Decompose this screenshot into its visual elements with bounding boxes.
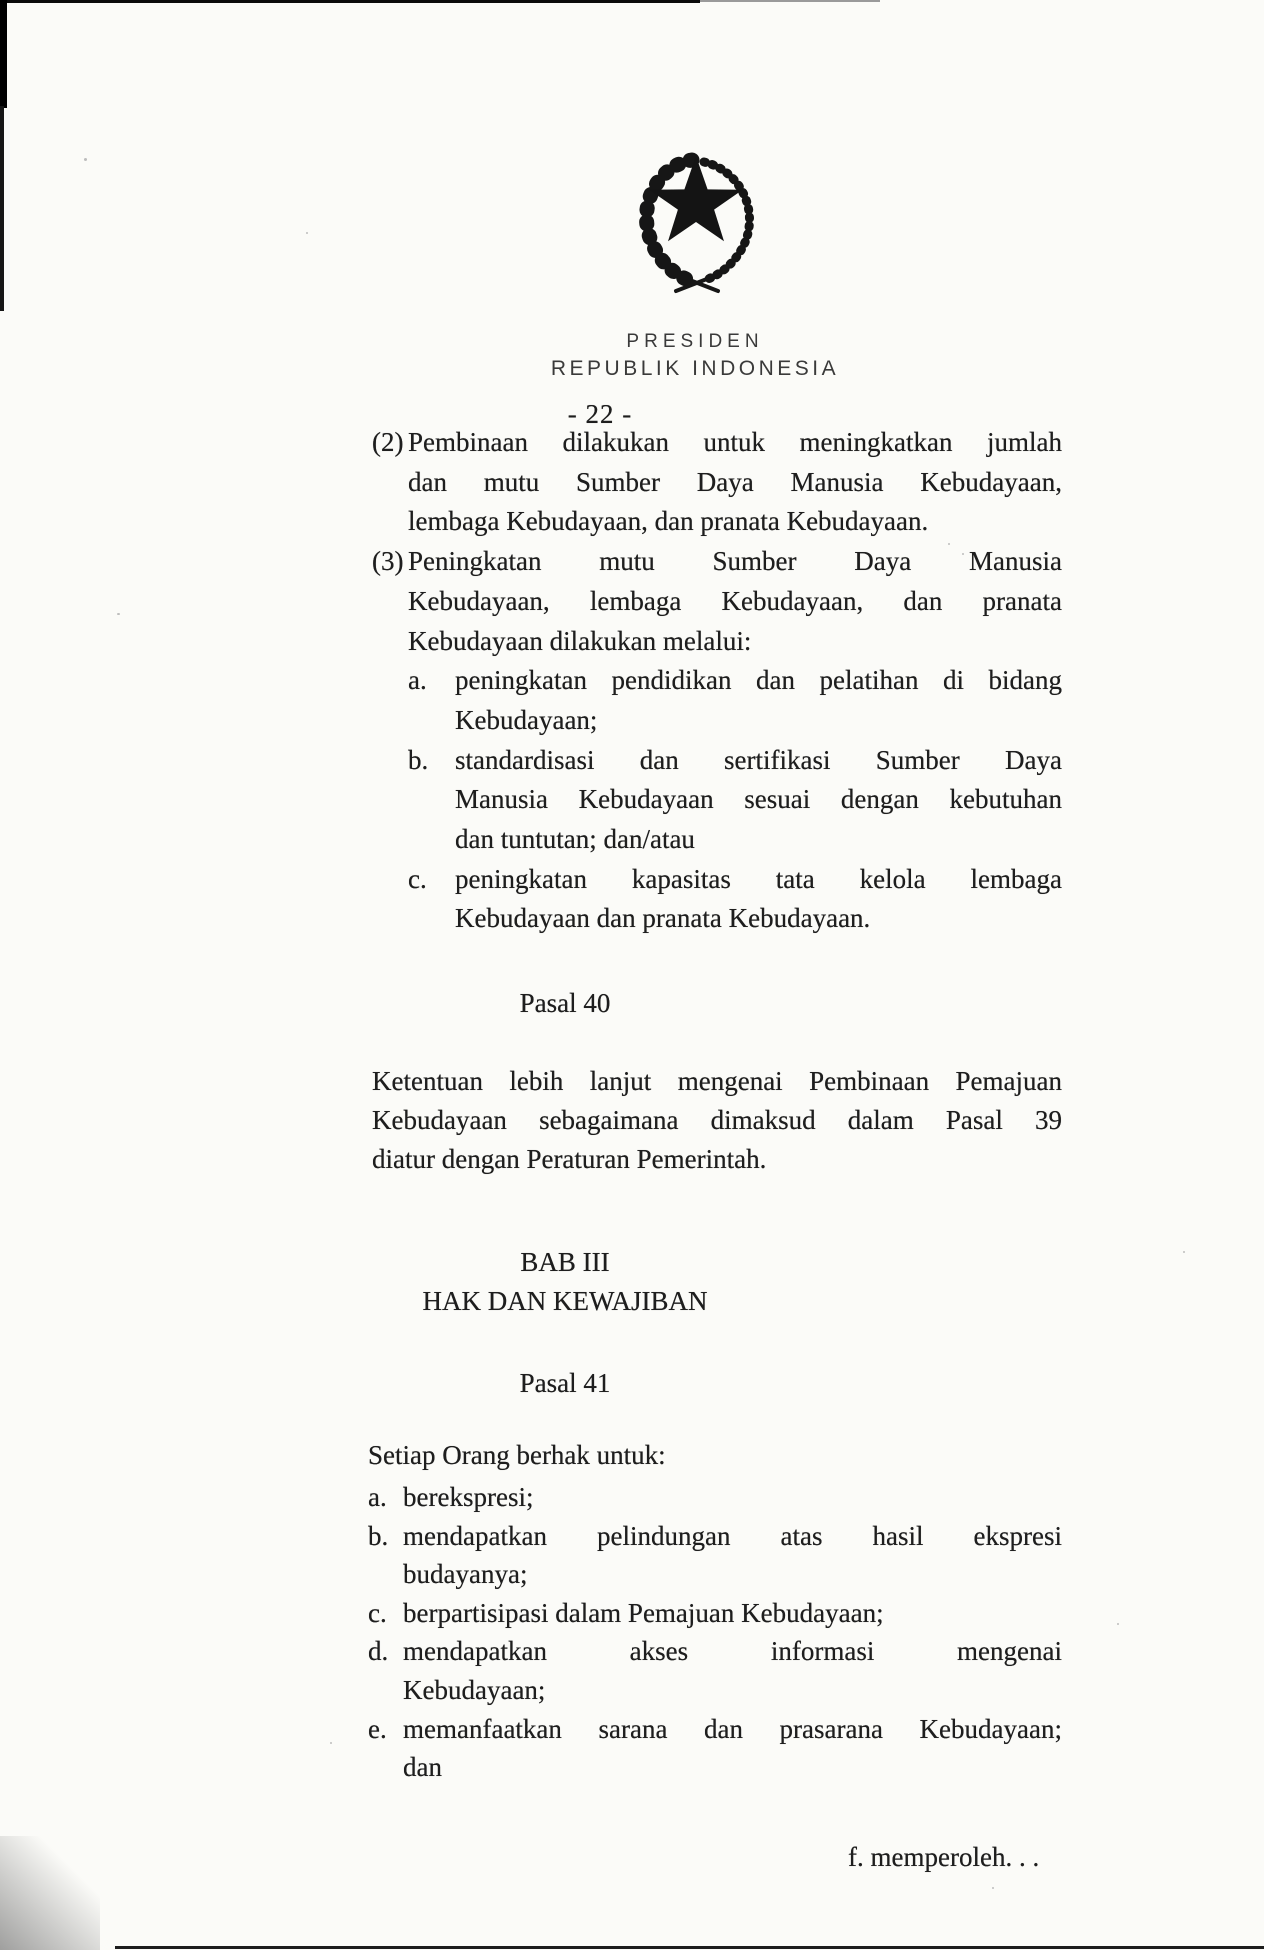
- pasal-40-paragraph: [372, 1062, 1062, 1179]
- list-item-line: peningkatan kapasitas tata kelola lembaga: [455, 863, 1062, 894]
- list-item-letter: e.: [368, 1713, 387, 1744]
- list-item-letter: a.: [368, 1482, 387, 1512]
- scan-artifact: [117, 613, 120, 615]
- clause-line: Kebudayaan dilakukan melalui:: [408, 625, 752, 656]
- scan-edge-left: [0, 0, 7, 108]
- list-item-line: Manusia Kebudayaan sesuai dengan kebutuhan: [455, 784, 1062, 815]
- pasal-41-heading: Pasal 41: [519, 1368, 611, 1398]
- list-item-line: Kebudayaan dan pranata Kebudayaan.: [455, 903, 871, 934]
- list-item-letter: b.: [408, 744, 429, 775]
- list-item-d: [368, 1632, 1062, 1709]
- list-item-b: [368, 1517, 1062, 1594]
- scan-edge-bottom: [115, 1946, 1264, 1949]
- list-item-line: memanfaatkan sarana dan prasarana Kebudayaan;: [403, 1713, 1062, 1744]
- clauses-block: [372, 423, 1062, 939]
- clause-line: Peningkatan mutu Sumber Daya Manusia: [408, 546, 1062, 577]
- list-item-letter: d.: [368, 1636, 389, 1667]
- list-item-c: [408, 860, 1062, 939]
- list-item-line: dan: [403, 1752, 442, 1783]
- scan-artifact: [992, 1887, 994, 1889]
- list-item-line: standardisasi dan sertifikasi Sumber Daya: [455, 744, 1062, 775]
- bab-3-subheading: HAK DAN KEWAJIBAN: [422, 1286, 708, 1316]
- scan-edge-top: [0, 0, 700, 3]
- scan-artifact: [1117, 1623, 1119, 1625]
- list-item-line: mendapatkan pelindungan atas hasil ekspresi: [403, 1520, 1062, 1551]
- presidential-seal-icon: [612, 146, 780, 296]
- catchword: f. memperoleh. . .: [848, 1842, 1040, 1872]
- page-number: - 22 -: [567, 399, 633, 429]
- list-item-letter: a.: [408, 665, 427, 696]
- scan-shadow-corner: [0, 1836, 100, 1950]
- list-item-c: [368, 1594, 1062, 1633]
- paragraph-line: Kebudayaan sebagaimana dimaksud dalam Pasal 39: [372, 1105, 1062, 1135]
- list-item-letter: c.: [368, 1597, 387, 1628]
- list-item-e: [368, 1710, 1062, 1787]
- list-item-line: berpartisipasi dalam Pemajuan Kebudayaan;: [403, 1597, 884, 1628]
- pasal-40-heading: Pasal 40: [519, 988, 611, 1018]
- scan-edge-top-faint: [700, 0, 880, 2]
- paragraph-line: Ketentuan lebih lanjut mengenai Pembinaan Pemajuan: [372, 1066, 1062, 1096]
- scan-artifact: [84, 158, 87, 161]
- list-item-line: peningkatan pendidikan dan pelatihan di bidang: [455, 665, 1062, 696]
- scan-artifact: [1183, 1251, 1185, 1253]
- scan-artifact: [330, 1742, 332, 1744]
- clause-line: Pembinaan dilakukan untuk meningkatkan jumlah: [408, 427, 1062, 457]
- clause-marker: (2): [372, 427, 404, 457]
- list-item-line: mendapatkan akses informasi mengenai: [403, 1636, 1062, 1667]
- scan-artifact: [306, 232, 308, 234]
- list-item-a: [408, 661, 1062, 740]
- list-item-line: dan tuntutan; dan/atau: [455, 824, 695, 855]
- list-item-letter: b.: [368, 1520, 389, 1551]
- pasal-41-list: [368, 1478, 1062, 1787]
- clause-marker: (3): [372, 546, 404, 577]
- list-item-letter: c.: [408, 863, 427, 894]
- letterhead-republik-indonesia: REPUBLIK INDONESIA: [550, 357, 840, 380]
- list-item-b: [408, 741, 1062, 860]
- pasal-41-intro: Setiap Orang berhak untuk:: [368, 1440, 666, 1470]
- scan-edge-left-thin: [0, 106, 4, 311]
- list-item-line: budayanya;: [403, 1559, 528, 1590]
- list-item-a: [368, 1478, 1062, 1517]
- list-item-line: Kebudayaan;: [403, 1674, 546, 1705]
- clause-line: dan mutu Sumber Daya Manusia Kebudayaan,: [408, 466, 1062, 497]
- bab-3-heading: BAB III: [520, 1247, 610, 1277]
- clause-ayat-2: [372, 423, 1062, 542]
- letterhead-presiden: PRESIDEN: [626, 331, 764, 352]
- clause-line: lembaga Kebudayaan, dan pranata Kebudayaan.: [408, 506, 929, 537]
- list-item-line: berekspresi;: [403, 1482, 534, 1512]
- clause-ayat-3: [372, 542, 1062, 939]
- list-item-line: Kebudayaan;: [455, 704, 598, 735]
- paragraph-line: diatur dengan Peraturan Pemerintah.: [372, 1144, 767, 1174]
- clause-line: Kebudayaan, lembaga Kebudayaan, dan pranata: [408, 585, 1062, 616]
